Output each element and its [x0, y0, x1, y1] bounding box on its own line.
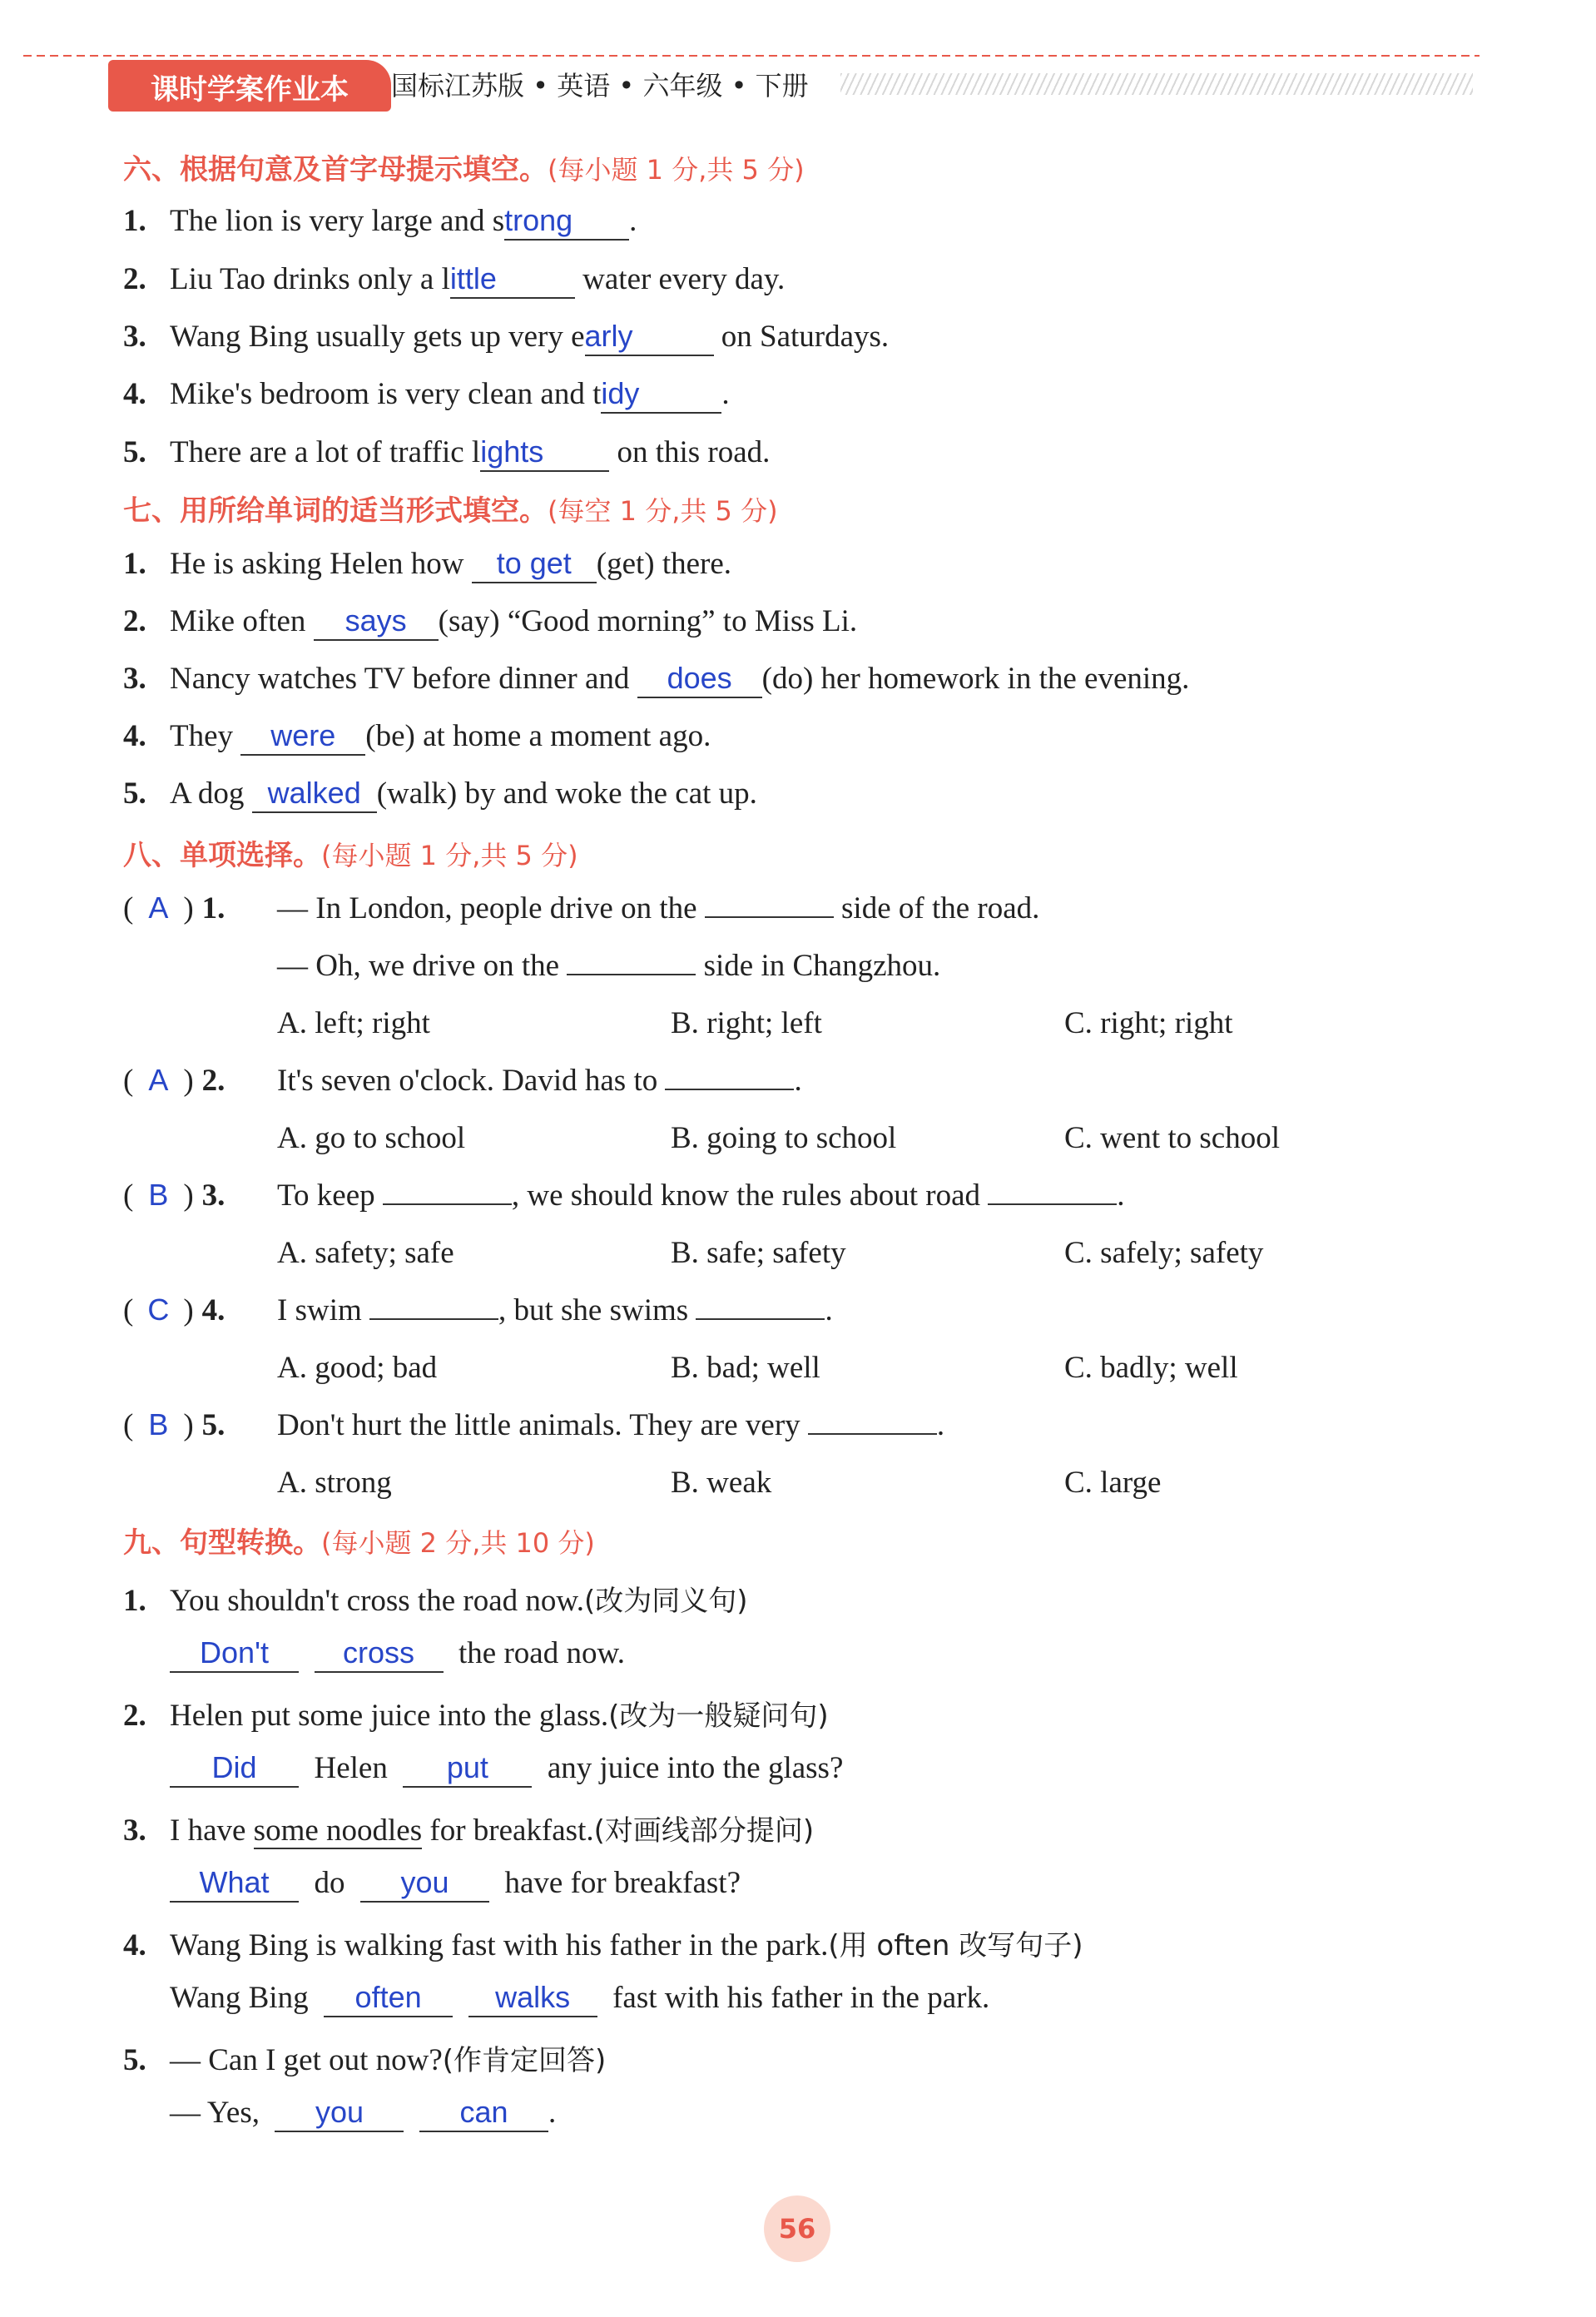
page-number: 56 — [764, 2195, 830, 2262]
s9-q3-answer-2: you — [400, 1865, 449, 1899]
s8-q1-option-b: B. right; left — [671, 1006, 822, 1040]
s9-q4-answer-line: Wang Bing often walks fast with his father in the park. — [170, 1980, 989, 2017]
s8-q3-line1: To keep , we should know the rules about road . — [277, 1178, 1125, 1213]
section-6-title: 六、根据句意及首字母提示填空。(每小题 1 分,共 5 分) — [123, 153, 805, 186]
section-9-title: 九、句型转换。(每小题 2 分,共 10 分) — [123, 1526, 595, 1560]
s7-q3-answer: does — [667, 661, 732, 695]
s8-q2-answer: A — [148, 1063, 169, 1097]
s6-q5: 5. There are a lot of traffic lights on this road. — [123, 434, 770, 472]
s9-q1: 1. You shouldn't cross the road now.(改为同义句) — [123, 1584, 748, 1618]
s6-q5-answer: ights — [480, 434, 544, 469]
s9-q2-answer-2: put — [446, 1750, 488, 1784]
s9-q2-answer-1: Did — [211, 1750, 257, 1784]
s8-q2: ( A ) 2. — [123, 1063, 226, 1098]
s6-q3: 3. Wang Bing usually gets up very early on Saturdays. — [123, 319, 889, 356]
section-8-title: 八、单项选择。(每小题 1 分,共 5 分) — [123, 839, 578, 872]
section-7-title: 七、用所给单词的适当形式填空。(每空 1 分,共 5 分) — [123, 494, 778, 528]
s8-q1-answer: A — [148, 891, 169, 925]
header-badge-text: 课时学案作业本 — [151, 73, 349, 107]
s8-q5-line1: Don't hurt the little animals. They are very . — [277, 1408, 945, 1442]
s8-q1-option-c: C. right; right — [1064, 1006, 1233, 1040]
s8-q4: ( C ) 4. — [123, 1292, 226, 1327]
s8-q5-option-a: A. strong — [277, 1466, 392, 1500]
s8-q2-option-b: B. going to school — [671, 1121, 897, 1155]
s9-q4: 4. Wang Bing is walking fast with his father in the park.(用 often 改写句子) — [123, 1928, 1083, 1962]
s7-q1-answer: to get — [496, 546, 572, 580]
s9-q1-answer-1: Don't — [200, 1635, 269, 1670]
s8-q3-option-c: C. safely; safety — [1064, 1236, 1264, 1270]
s7-q3: 3. Nancy watches TV before dinner and does (do) her homework in the evening. — [123, 661, 1189, 698]
s9-q5-answer-2: can — [459, 2095, 508, 2129]
s9-q5-answer-line: — Yes, you can . — [170, 2095, 556, 2132]
s8-q4-option-a: A. good; bad — [277, 1351, 438, 1385]
s9-q5: 5. — Can I get out now?(作肯定回答) — [123, 2043, 607, 2077]
s8-q4-option-c: C. badly; well — [1064, 1351, 1238, 1385]
s8-q4-line1: I swim , but she swims . — [277, 1293, 833, 1327]
header-subtitle: 国标江苏版 • 英语 • 六年级 • 下册 — [391, 70, 809, 102]
s7-q2: 2. Mike often says (say) “Good morning” to Miss Li. — [123, 603, 857, 641]
s6-q1: 1. The lion is very large and strong . — [123, 203, 637, 241]
s9-q2: 2. Helen put some juice into the glass.(改为一般疑问句) — [123, 1699, 829, 1733]
header-hatch — [840, 73, 1473, 95]
s8-q1-line1: — In London, people drive on the side of the road. — [277, 891, 1040, 925]
header-badge — [108, 60, 391, 112]
s8-q1-option-a: A. left; right — [277, 1006, 430, 1040]
s8-q5-option-b: B. weak — [671, 1466, 772, 1500]
s9-q4-answer-1: often — [354, 1980, 422, 2014]
s8-q5: ( B ) 5. — [123, 1407, 226, 1442]
s8-q2-option-c: C. went to school — [1064, 1121, 1280, 1155]
s8-q3-option-b: B. safe; safety — [671, 1236, 846, 1270]
s9-q4-answer-2: walks — [495, 1980, 571, 2014]
s9-q5-answer-1: you — [315, 2095, 364, 2129]
s8-q3: ( B ) 3. — [123, 1178, 226, 1213]
s9-q3: 3. I have some noodles for breakfast.(对画线部分提问) — [123, 1813, 815, 1848]
s6-q4: 4. Mike's bedroom is very clean and tidy . — [123, 376, 730, 414]
s8-q5-option-c: C. large — [1064, 1466, 1162, 1500]
s9-q3-answer-1: What — [199, 1865, 270, 1899]
s6-q2-answer: ittle — [449, 261, 497, 295]
s8-q5-answer: B — [148, 1407, 169, 1441]
s8-q2-option-a: A. go to school — [277, 1121, 466, 1155]
s7-q2-answer: says — [344, 603, 407, 638]
s7-q5: 5. A dog walked (walk) by and woke the cat up. — [123, 776, 757, 813]
s8-q3-answer: B — [148, 1178, 169, 1212]
s9-q1-answer-line: Don't cross the road now. — [170, 1635, 625, 1673]
s7-q5-answer: walked — [267, 776, 361, 810]
s6-q4-answer: idy — [601, 376, 640, 410]
s7-q4-answer: were — [270, 718, 336, 752]
s8-q4-option-b: B. bad; well — [671, 1351, 820, 1385]
s8-q1: ( A ) 1. — [123, 891, 226, 925]
s8-q3-option-a: A. safety; safe — [277, 1236, 454, 1270]
s6-q2: 2. Liu Tao drinks only a little water every day. — [123, 261, 785, 299]
s8-q1-line2: — Oh, we drive on the side in Changzhou. — [277, 949, 941, 983]
s8-q4-answer: C — [147, 1292, 170, 1327]
s7-q4: 4. They were (be) at home a moment ago. — [123, 718, 711, 756]
s9-q3-underlined: some noodles — [253, 1813, 423, 1848]
s9-q1-answer-2: cross — [342, 1635, 414, 1670]
s9-q3-answer-line: What do you have for breakfast? — [170, 1865, 741, 1903]
s6-q1-answer: trong — [504, 203, 573, 237]
s6-q3-answer: arly — [584, 319, 633, 353]
s7-q1: 1. He is asking Helen how to get (get) there. — [123, 546, 731, 583]
s8-q2-line1: It's seven o'clock. David has to . — [277, 1064, 802, 1098]
top-divider — [23, 55, 1480, 57]
s9-q2-answer-line: Did Helen put any juice into the glass? — [170, 1750, 843, 1788]
